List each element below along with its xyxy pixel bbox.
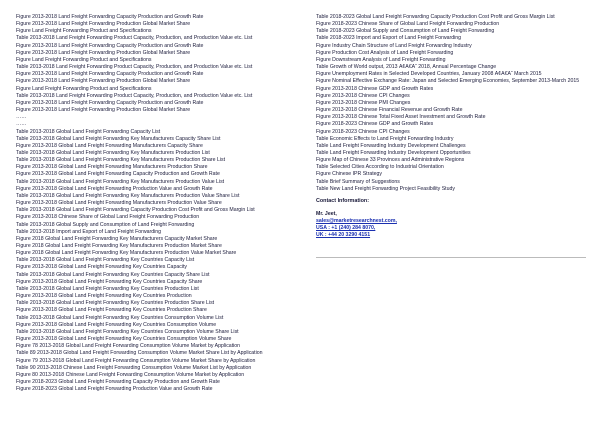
list-item: Table 2013-2018 Global Supply and Consumption of Land Freight Forwarding [16, 221, 195, 228]
list-item: Table 2013-2018 Land Freight Forwarding Product Capacity, Production, and Production Value etc. List [16, 35, 253, 42]
list-item: Table 2013-2018 Global Land Freight Forwarding Key Manufacturers Production Share List [16, 157, 226, 164]
list-item: Figure 2013-2018 Global Land Freight Forwarding Manufacturers Capacity Share [16, 142, 203, 149]
list-item: Table 2013-2018 Land Freight Forwarding Product Capacity, Production, and Production Value etc. List [16, 64, 253, 71]
list-item: Figure 2013-2018 Global Land Freight Forwarding Key Countries Capacity Share [16, 278, 203, 285]
list-item: Figure 2013-2018 Chinese Total Fixed Asset Investment and Growth Rate [316, 114, 486, 121]
list-item: …… [16, 114, 27, 121]
list-item: Table Brief Summary of Suggestions [316, 178, 400, 185]
list-item: Table Land Freight Forwarding Industry Development Challenges [316, 142, 466, 149]
divider-line [316, 257, 586, 258]
list-item: Figure 2018 Global Land Freight Forwarding Key Manufacturers Capacity Market Share [16, 235, 218, 242]
list-item: Figure 2013-2018 Global Land Freight Forwarding Key Countries Capacity [16, 264, 187, 271]
list-item: Figure 2018-2023 Global Land Freight Forwarding Capacity Production and Growth Rate [16, 378, 220, 385]
list-item: Figure 2013-2018 Land Freight Forwarding Capacity Production and Growth Rate [16, 42, 204, 49]
list-item: Figure 2013-2018 Land Freight Forwarding Capacity Production and Growth Rate [16, 99, 204, 106]
list-item: Figure Downstream Analysis of Land Freight Forwarding [316, 56, 446, 63]
list-item: Figure 2013-2018 Land Freight Forwarding Production Global Market Share [16, 49, 191, 56]
list-item: Figure 2013-2018 Chinese Share of Global Land Freight Forwarding Production [16, 214, 200, 221]
list-item: Figure Chinese IPR Strategy [316, 171, 383, 178]
list-item: Figure 2013-2018 Global Land Freight Forwarding Manufacturers Production Value Share [16, 200, 222, 207]
list-item: Table 2013-2018 Global Land Freight Forwarding Key Manufacturers Production Value List [16, 178, 225, 185]
list-item: Table 2013-2018 Global Land Freight Forwarding Key Countries Capacity Share List [16, 271, 210, 278]
list-item: Figure 2013-2018 Land Freight Forwarding Capacity Production and Growth Rate [16, 14, 204, 20]
list-item: Table 2013-2018 Global Land Freight Forwarding Key Manufacturers Capacity Share List [16, 135, 221, 142]
list-item: Table 2013-2018 Global Land Freight Forwarding Key Countries Production Share List [16, 300, 215, 307]
list-item: Figure Land Freight Forwarding Product and Specifications [16, 85, 152, 92]
list-item: Figure 2018-2023 Chinese CPI Changes [316, 128, 410, 135]
list-of-figures-left-column [16, 14, 306, 393]
list-item: Table 2018-2023 Global Supply and Consumption of Land Freight Forwarding [316, 28, 495, 35]
list-item: Figure Unemployment Rates in Selected Developed Countries, January 2008 Ã¢Â€Â“ March 2015 [316, 71, 542, 78]
list-item: Table 2018-2023 Import and Export of Land Freight Forwarding [316, 35, 462, 42]
list-item: Figure Nominal Effective Exchange Rate: Japan and Selected Emerging Economies, September 2013-March 2015 [316, 78, 580, 85]
list-item: Figure Map of Chinese 33 Provinces and Administrative Regions [316, 157, 465, 164]
list-item: Table 2013-2018 Global Land Freight Forwarding Capacity Production Cost Profit and Gross Margin List [16, 207, 255, 214]
list-item: Figure 80 2013-2018 Chinese Land Freight Forwarding Consumption Volume Market by Application [16, 371, 245, 378]
list-item: Figure 79 2013-2018 Global Land Freight Forwarding Consumption Volume Market Share by Application [16, 357, 256, 364]
list-item: Table 2013-2018 Global Land Freight Forwarding Key Countries Consumption Volume List [16, 314, 224, 321]
right-entries [316, 14, 588, 193]
contact-title: Contact Information: [316, 197, 370, 204]
list-item: Figure 2013-2018 Chinese GDP and Growth Rates [316, 85, 434, 92]
list-item: Table 2013-2018 Global Land Freight Forwarding Key Manufacturers Production Value Share List [16, 192, 240, 199]
list-item: Figure 2013-2018 Global Land Freight Forwarding Key Countries Consumption Volume Share [16, 336, 232, 343]
list-item: Figure 2013-2018 Land Freight Forwarding Production Global Market Share [16, 21, 191, 28]
list-item: Figure 2013-2018 Global Land Freight Forwarding Capacity Production and Growth Rate [16, 171, 220, 178]
list-item: Figure 2013-2018 Land Freight Forwarding Production Global Market Share [16, 78, 191, 85]
list-item: Figure Production Cost Analysis of Land Freight Forwarding [316, 49, 454, 56]
list-item: Table 2013-2018 Global Land Freight Forwarding Key Countries Capacity List [16, 257, 195, 264]
list-item: Table 2018-2023 Global Land Freight Forwarding Capacity Production Cost Profit and Gross Margin List [316, 14, 555, 20]
list-item: Table Selected Cities According to Industrial Orientation [316, 164, 444, 171]
list-item: Figure 2018 Global Land Freight Forwarding Key Manufacturers Production Market Share [16, 243, 222, 249]
list-item: Figure Land Freight Forwarding Product and Specifications [16, 28, 152, 35]
list-item: Figure 2013-2018 Chinese Financial Revenue and Growth Rate [316, 107, 463, 114]
list-item: Figure 2018 Global Land Freight Forwarding Key Manufacturers Production Value Market Share [16, 250, 237, 257]
contact-email-link[interactable]: sales@marketresearchnest.com, [316, 217, 397, 224]
list-item: Table 2013-2018 Global Land Freight Forwarding Capacity List [16, 128, 161, 135]
list-item: Figure 2013-2018 Chinese CPI Changes [316, 92, 410, 99]
list-item: Figure 2018-2023 Chinese GDP and Growth Rates [316, 121, 434, 128]
list-item: Figure 2013-2018 Global Land Freight Forwarding Production Value and Growth Rate [16, 185, 213, 192]
list-item: Figure 2013-2018 Global Land Freight Forwarding Key Countries Consumption Volume [16, 321, 217, 328]
contact-uk-phone[interactable]: UK : +44 20 3290 4151 [316, 231, 371, 238]
list-item: Figure 2013-2018 Land Freight Forwarding Capacity Production and Growth Rate [16, 71, 204, 78]
list-item: Table Land Freight Forwarding Industry Development Opportunities [316, 149, 471, 156]
list-item: Table New Land Freight Forwarding Project Feasibility Study [316, 185, 455, 192]
list-item: Table 2013-2018 Global Land Freight Forwarding Key Countries Consumption Volume Share List [16, 328, 239, 335]
list-item: Figure 2013-2018 Global Land Freight Forwarding Key Countries Production Share [16, 307, 207, 314]
list-item: Table 2013-2018 Import and Export of Land Freight Forwarding [16, 228, 162, 235]
contact-name: Mr. Jeet, [316, 210, 337, 217]
list-item: Table Economic Effects to Land Freight Forwarding Industry [316, 135, 454, 142]
list-item: Table 89 2013-2018 Global Land Freight Forwarding Consumption Volume Market Share List by Application [16, 350, 263, 357]
list-item: Figure 2013-2018 Global Land Freight Forwarding Key Countries Production [16, 293, 192, 300]
list-item: Figure Land Freight Forwarding Product and Specifications [16, 56, 152, 63]
list-item: Table 2013-2018 Global Land Freight Forwarding Key Manufacturers Production List [16, 149, 210, 156]
list-item: Figure 2018-2023 Chinese Share of Global Land Freight Forwarding Production [316, 21, 500, 28]
list-item: Table Growth of World output, 2013 Ã¢Â€Â“ 2018, Annual Percentage Change [316, 64, 497, 71]
list-item: Figure 2013-2018 Chinese PMI Changes [316, 99, 411, 106]
list-item: Figure 2013-2018 Global Land Freight Forwarding Manufacturers Production Share [16, 164, 208, 171]
list-item: Figure 2018-2023 Global Land Freight Forwarding Production Value and Growth Rate [16, 386, 213, 393]
list-item: Table 2013-2018 Land Freight Forwarding Product Capacity, Production, and Production Value etc. List [16, 92, 253, 99]
list-item: Table 2013-2018 Global Land Freight Forwarding Key Countries Production List [16, 285, 199, 292]
list-item: Figure 78 2013-2018 Global Land Freight Forwarding Consumption Volume Market by Application [16, 343, 241, 350]
list-item: …… [16, 121, 27, 128]
contact-usa-phone[interactable]: USA : +1 (240) 284 8070, [316, 224, 376, 231]
list-item: Figure 2013-2018 Land Freight Forwarding Production Global Market Share [16, 107, 191, 114]
list-of-figures-right-column [316, 14, 588, 239]
list-item: Figure Industry Chain Structure of Land Freight Forwarding Industry [316, 42, 472, 49]
list-item: Table 90 2013-2018 Chinese Land Freight Forwarding Consumption Volume Market List by Application [16, 364, 252, 371]
